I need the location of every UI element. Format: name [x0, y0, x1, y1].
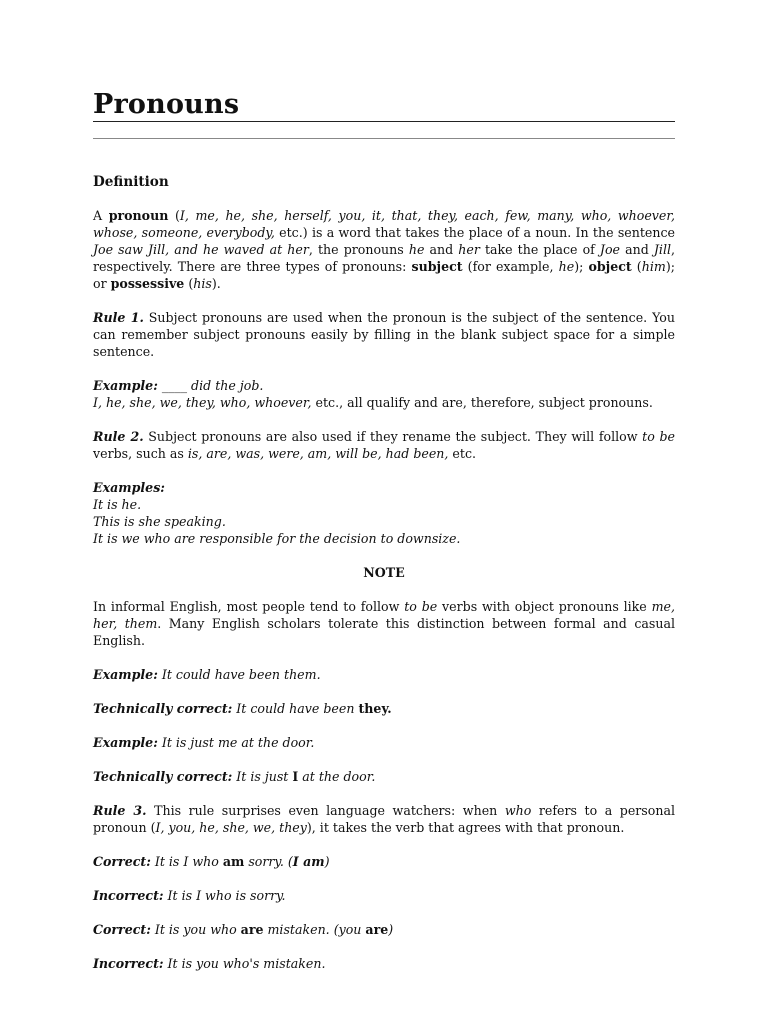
page-title: Pronouns [93, 89, 240, 120]
text-run: It is just [232, 769, 293, 784]
text-run: Example: [93, 667, 158, 682]
section-heading-definition: Definition [93, 174, 169, 190]
text-run: I, you, he, she, we, they [155, 820, 307, 835]
correct-example-1 [93, 853, 675, 870]
text-run: ____ did the job. [157, 378, 264, 393]
document-body [93, 173, 675, 972]
text-run: I, he, she, we, they, who, whoever, [93, 395, 312, 410]
text-run: they. [358, 701, 392, 716]
text-run: mistaken. (you [263, 922, 366, 937]
text-run: Example: [93, 378, 158, 393]
examples-2-block [93, 479, 675, 547]
text-run: It is you who's mistaken. [163, 956, 326, 971]
title-rule-bottom [93, 138, 675, 139]
text-run: to be [642, 429, 675, 444]
incorrect-example-1 [93, 887, 675, 904]
technically-correct-3b [93, 768, 675, 785]
text-run: Incorrect: [93, 956, 164, 971]
text-run: ); or [93, 259, 675, 291]
text-run: , the pronouns [308, 242, 409, 257]
text-run: object [588, 259, 632, 274]
rule-1-paragraph [93, 309, 675, 360]
text-run: etc. [448, 446, 476, 461]
text-run: ) [388, 922, 394, 937]
text-run: are [365, 922, 389, 937]
text-run: Joe saw Jill, and he waved at her [93, 242, 309, 257]
text-run: Jill [653, 242, 672, 257]
text-run: Subject pronouns are used when the pronoun is the subject of the sentence. You can remember subject pronouns easily by filling in the blank subject space for a simple sentence. [93, 310, 676, 359]
text-run: pronoun [108, 208, 169, 223]
text-run: ). [211, 276, 221, 291]
text-run: I [292, 769, 299, 784]
text-run: Incorrect: [93, 888, 164, 903]
title-rule-top [93, 121, 675, 122]
text-run: Correct: [93, 922, 151, 937]
text-run: Rule 2. [93, 429, 144, 444]
text-run: Example: [93, 735, 158, 750]
text-run: Subject pronouns are also used if they rename the subject. They will follow [143, 429, 643, 444]
text-run: . Many English scholars tolerate this distinction between formal and casual English. [93, 616, 675, 648]
technically-correct-3a [93, 700, 675, 717]
text-run: is, are, was, were, am, will be, had been, [187, 446, 449, 461]
text-run: Rule 3. [93, 803, 147, 818]
text-run: Rule 1. [93, 310, 144, 325]
text-run: and [620, 242, 654, 257]
text-run: me, her, them [93, 599, 675, 631]
example-1-block [93, 377, 675, 411]
text-run: at the door. [298, 769, 376, 784]
text-run: sorry. ( [244, 854, 293, 869]
text-run: am [222, 854, 245, 869]
text-run: and [424, 242, 459, 257]
text-run: possessive [110, 276, 185, 291]
rule-2-paragraph [93, 428, 675, 462]
text-run: are [240, 922, 264, 937]
text-run: ( [631, 259, 642, 274]
text-run: he [558, 259, 575, 274]
text-run: ( [184, 276, 194, 291]
text-run: , respectively. There are three types of pronouns: [93, 242, 676, 274]
rule-3-paragraph [93, 802, 675, 836]
text-run: to be [404, 599, 438, 614]
example-1-line [93, 377, 675, 394]
correct-example-2 [93, 921, 675, 938]
text-run: It is just me at the door. [157, 735, 315, 750]
text-run: who [504, 803, 532, 818]
text-run: It is you who [150, 922, 241, 937]
text-run: verbs with object pronouns like [437, 599, 652, 614]
text-run: refers to a personal pronoun ( [93, 803, 676, 835]
note-heading: NOTE [363, 565, 405, 580]
example-2-line: It is he. [93, 497, 142, 512]
note-paragraph [93, 598, 675, 649]
text-run: Joe [599, 242, 621, 257]
example-3a [93, 666, 675, 683]
text-run: (for example, [462, 259, 559, 274]
definition-paragraph [93, 207, 675, 292]
text-run: It could have been them. [157, 667, 321, 682]
examples-2-label: Examples: [93, 480, 165, 495]
text-run: I, me, he, she, herself, you, it, that, they, each, few, many, who, whoever, whose, someone, everybody, [93, 208, 675, 240]
text-run: he [408, 242, 425, 257]
text-run: ) [324, 854, 330, 869]
text-run: In informal English, most people tend to follow [93, 599, 405, 614]
text-run: Technically correct: [93, 701, 233, 716]
text-run: verbs, such as [93, 446, 188, 461]
text-run: A [93, 208, 109, 223]
text-run: I am [292, 854, 325, 869]
text-run: It is I who is sorry. [163, 888, 286, 903]
text-run: take the place of [479, 242, 600, 257]
incorrect-example-2 [93, 955, 675, 972]
text-run: ); [574, 259, 589, 274]
text-run: It is I who [150, 854, 223, 869]
example-2-line: It is we who are responsible for the decision to downsize. [93, 531, 461, 546]
text-run: Technically correct: [93, 769, 233, 784]
example-1-explanation [93, 394, 675, 411]
example-2-line: This is she speaking. [93, 514, 226, 529]
text-run: This rule surprises even language watchers: when [146, 803, 505, 818]
text-run: him [641, 259, 666, 274]
text-run: ( [168, 208, 180, 223]
example-3b [93, 734, 675, 751]
text-run: his [193, 276, 212, 291]
text-run: etc., all qualify and are, therefore, subject pronouns. [311, 395, 653, 410]
text-run: etc.) is a word that takes the place of a noun. In the sentence [274, 225, 675, 240]
text-run: subject [411, 259, 463, 274]
text-run: Correct: [93, 854, 151, 869]
text-run: It could have been [232, 701, 359, 716]
text-run: her [458, 242, 480, 257]
text-run: ), it takes the verb that agrees with that pronoun. [306, 820, 625, 835]
